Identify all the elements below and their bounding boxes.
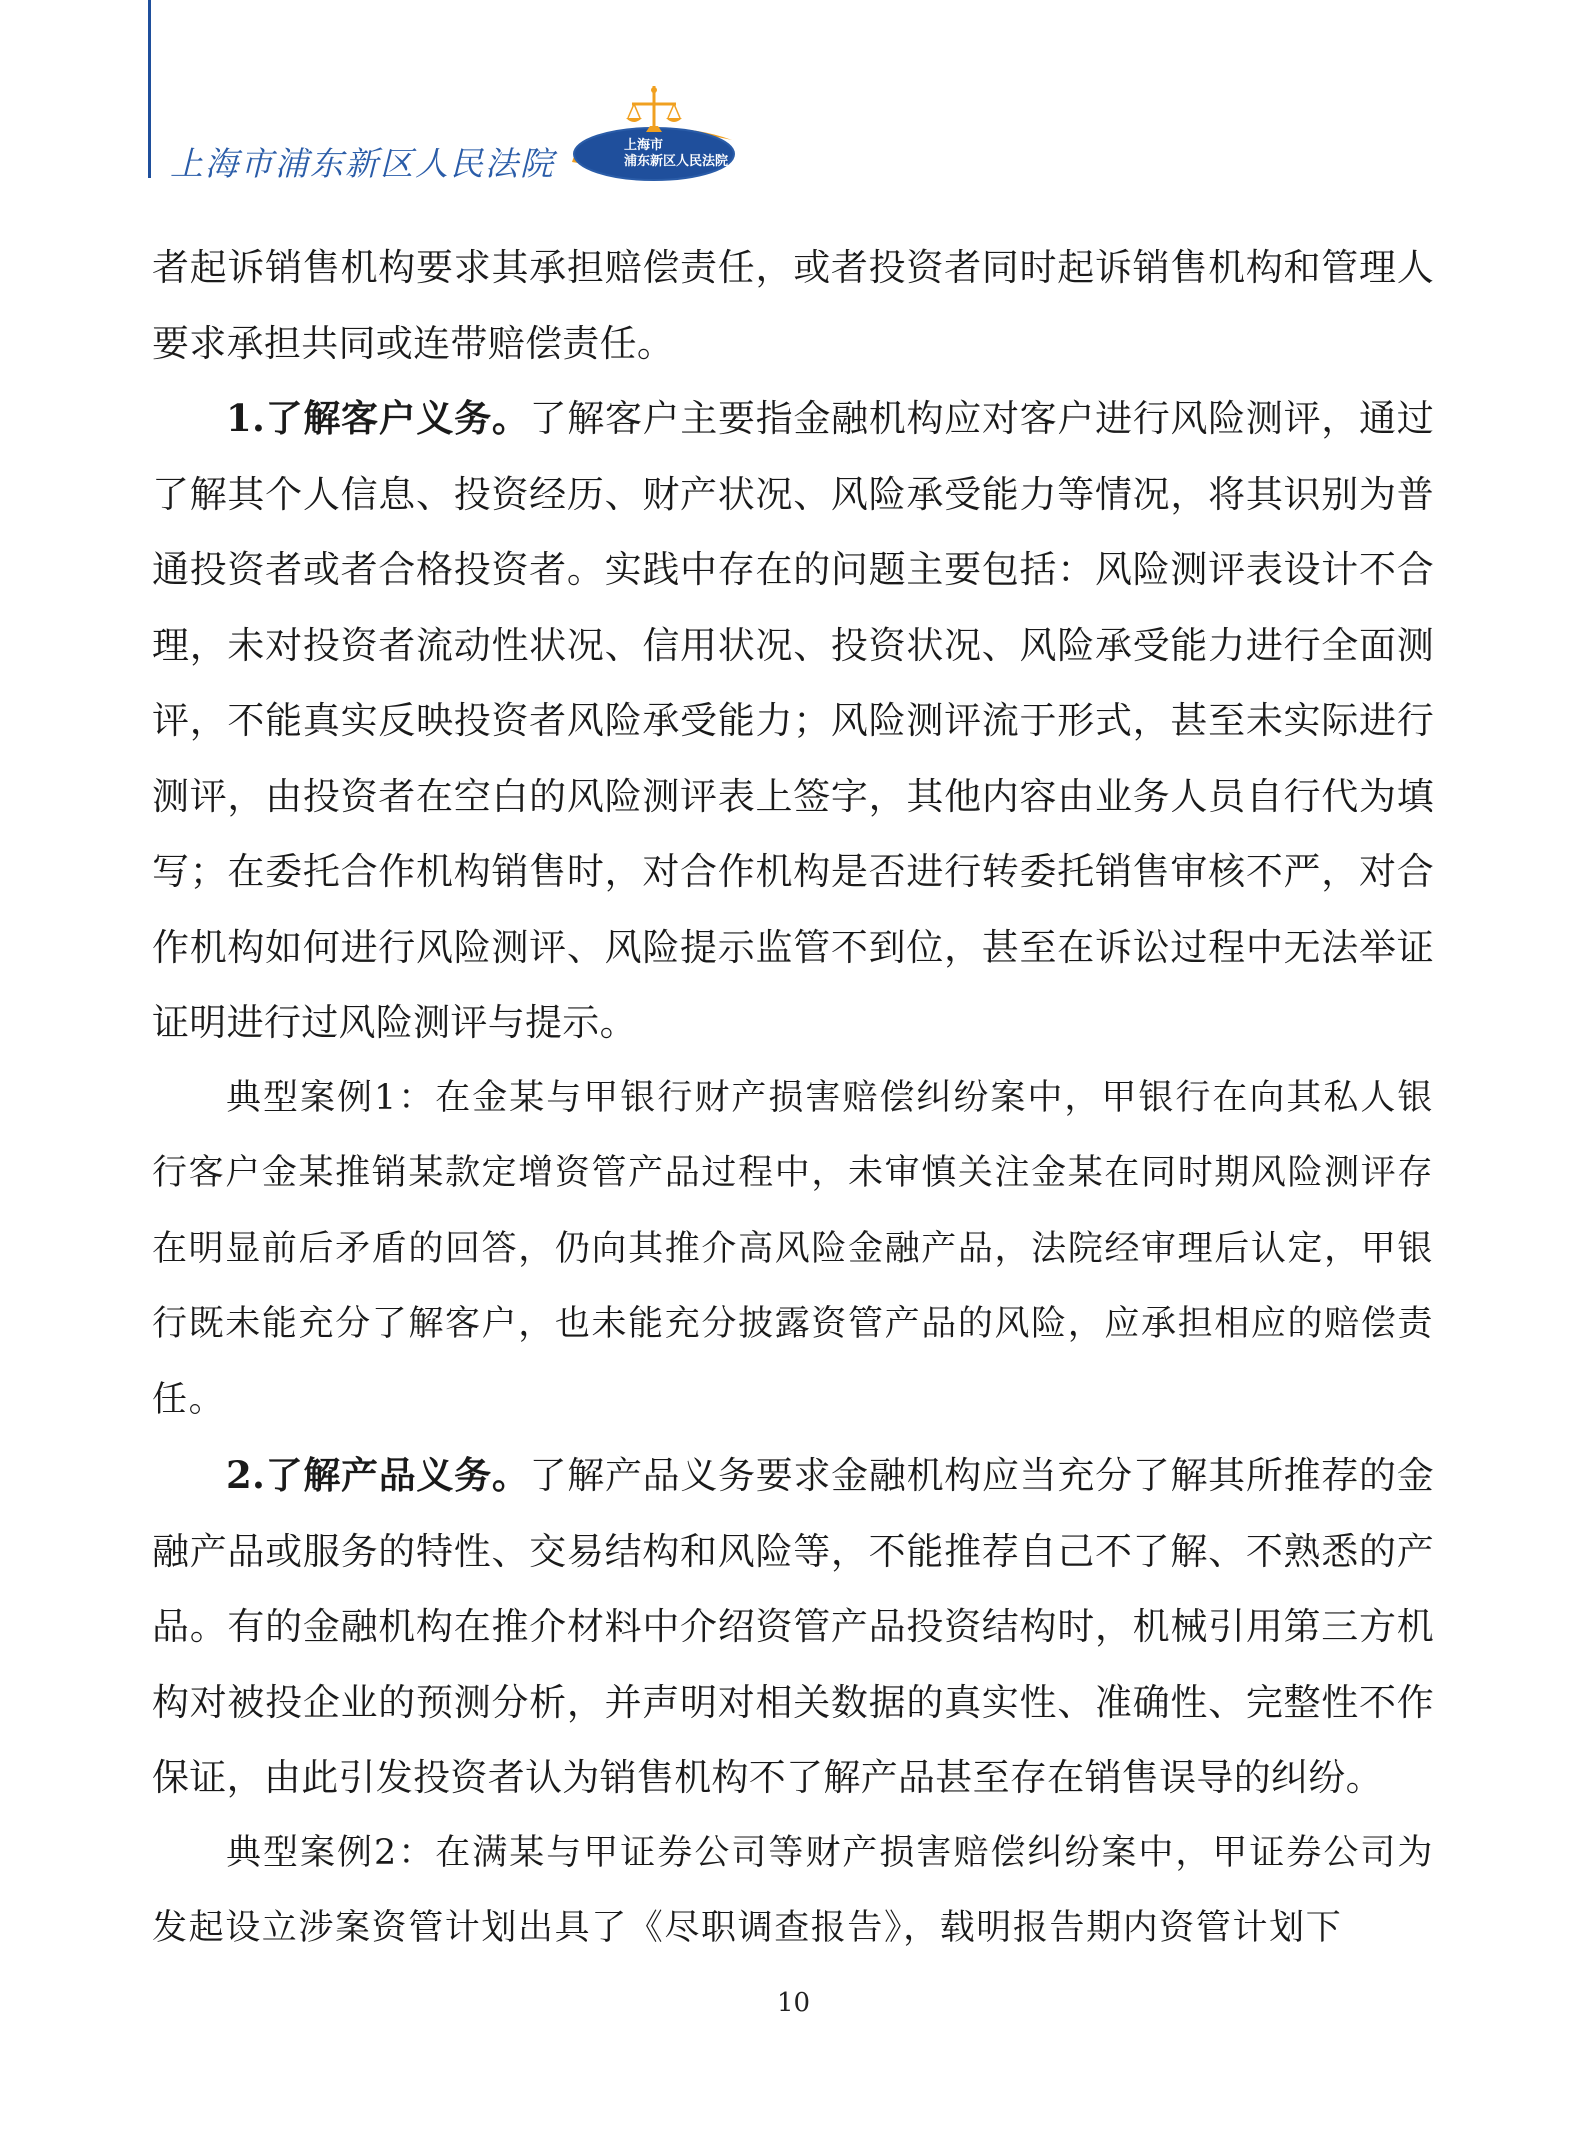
court-logo <box>562 84 742 184</box>
section-know-your-product <box>152 1438 1434 1816</box>
typical-case-1: 典型案例1：在金某与甲银行财产损害赔偿纠纷案中，甲银行在向其私人银行客户金某推销某款定增资管产品过程中，未审慎关注金某在同时期风险测评存在明显前后矛盾的回答，仍向其推介高风险金融产品，法院经审理后认定，甲银行既未能充分了解客户，也未能充分披露资管产品的风险，应承担相应的赔偿责任。 <box>152 1077 1434 1420</box>
header-vertical-rule <box>148 0 151 178</box>
section-know-your-customer <box>152 381 1434 1061</box>
section-heading-2: 2.了解产品义务。 <box>226 1453 530 1497</box>
logo-text-line1: 上海市 <box>624 138 664 153</box>
section-heading-1: 1.了解客户义务。 <box>226 396 530 440</box>
section-text-1: 了解客户主要指金融机构应对客户进行风险测评，通过了解其个人信息、投资经历、财产状况、风险承受能力等情况，将其识别为普通投资者或者合格投资者。实践中存在的问题主要包括：风险测评表设计不合理，未对投资者流动性状况、信用状况、投资状况、风险承受能力进行全面测评，不能真实反映投资者风险承受能力；风险测评流于形式，甚至未实际进行测评，由投资者在空白的风险测评表上签字，其他内容由业务人员自行代为填写；在委托合作机构销售时，对合作机构是否进行转委托销售审核不严，对合作机构如何进行风险测评、风险提示监管不到位，甚至在诉讼过程中无法举证证明进行过风险测评与提示。 <box>152 397 1434 1044</box>
section-text-2: 了解产品义务要求金融机构应当充分了解其所推荐的金融产品或服务的特性、交易结构和风险等，不能推荐自己不了解、不熟悉的产品。有的金融机构在推介材料中介绍资管产品投资结构时，机械引用第三方机构对被投企业的预测分析，并声明对相关数据的真实性、准确性、完整性不作保证，由此引发投资者认为销售机构不了解产品甚至存在销售误导的纠纷。 <box>152 1454 1434 1799</box>
document-body <box>152 230 1434 1967</box>
court-name-header: 上海市浦东新区人民法院 <box>170 144 555 183</box>
page-number: 10 <box>776 1988 811 2018</box>
typical-case-2: 典型案例2：在满某与甲证券公司等财产损害赔偿纠纷案中，甲证券公司为发起设立涉案资管计划出具了《尽职调查报告》，载明报告期内资管计划下 <box>152 1832 1434 1948</box>
paragraph-continuation: 者起诉销售机构要求其承担赔偿责任，或者投资者同时起诉销售机构和管理人要求承担共同或连带赔偿责任。 <box>152 246 1434 365</box>
logo-text-line2: 浦东新区人民法院 <box>624 154 729 169</box>
